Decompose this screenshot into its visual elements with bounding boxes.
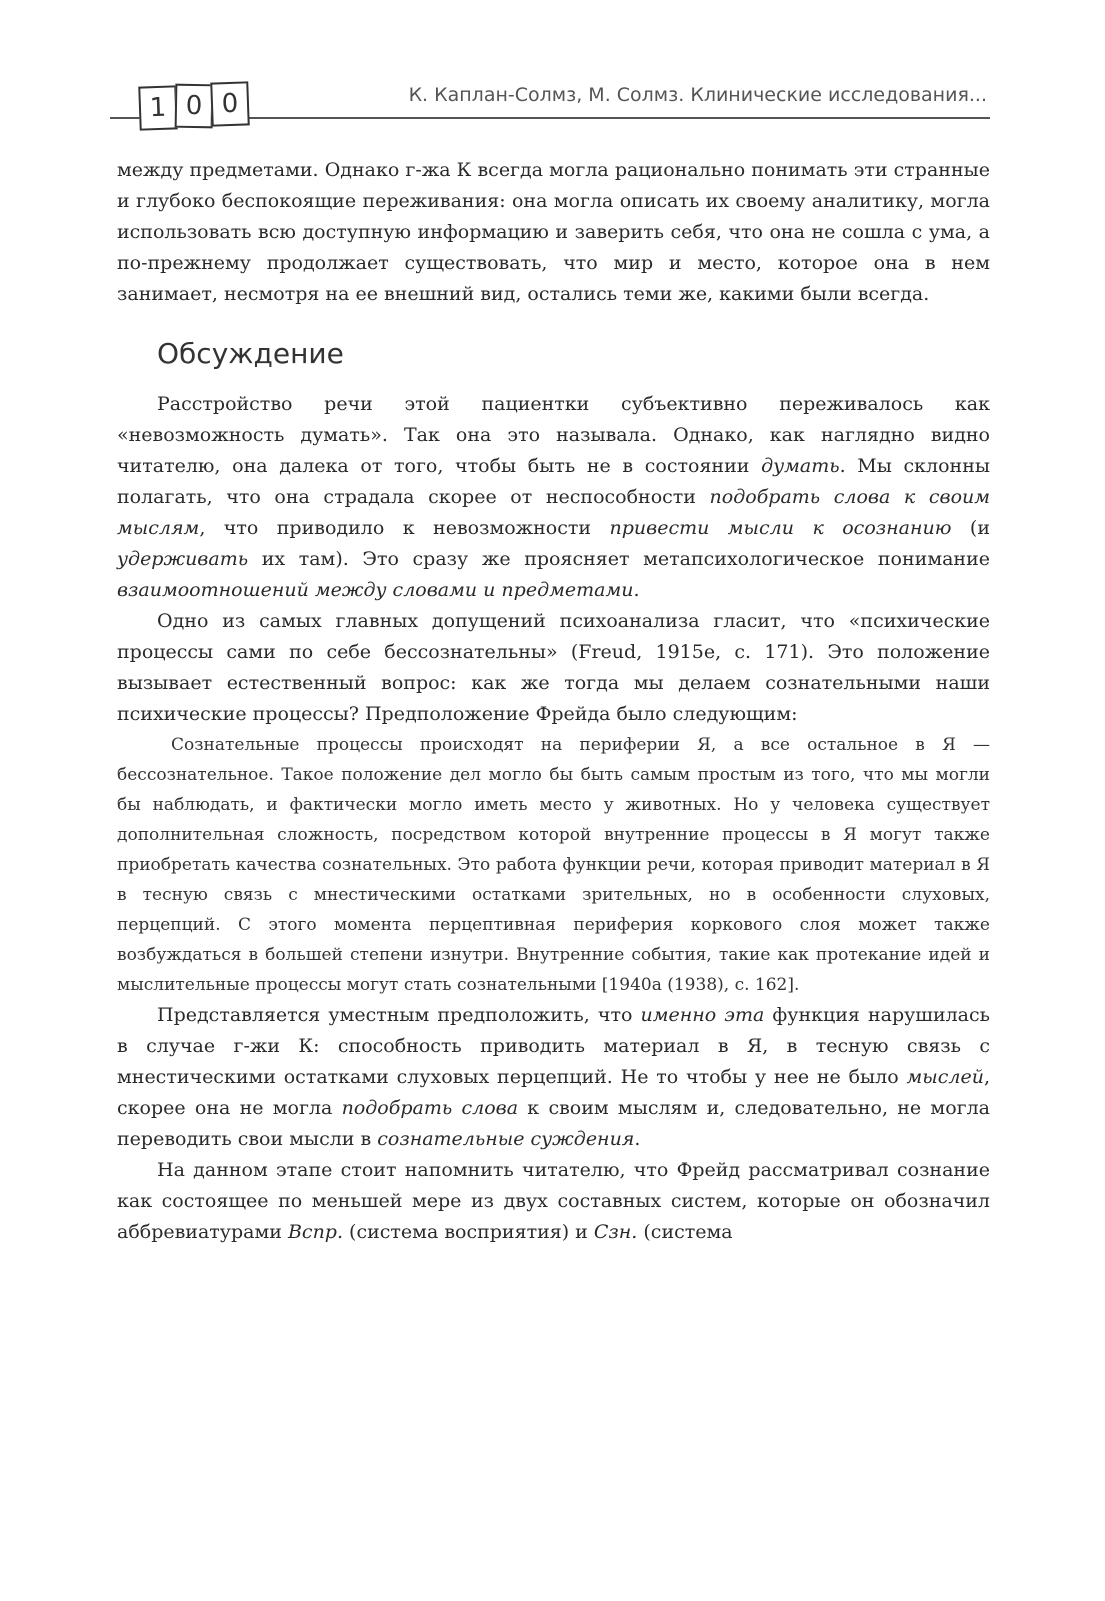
emphasis: именно эта [640,1004,765,1026]
text-run: функция нарушилась в случае г-жи К: способность приводить материал в Я, в тесную связь с мнестическими остатками слуховых перцепций. Не то чтобы у нее не было [117,1004,990,1088]
text-run: (система восприятия) и [343,1221,594,1243]
text-run: На данном этапе стоит напомнить читателю, что Фрейд рассматривал сознание как состоящее по меньшей мере из двух составных систем, которые он обозначил аббревиатурами [117,1159,990,1243]
page-number [139,82,247,126]
text-run: (и [951,517,990,539]
text-run: Представляется уместным предположить, что [157,1004,641,1026]
text-run: Расстройство речи этой пациентки субъективно переживалось как «невозможность думать». Так она это называла. Однако, как наглядно видно читателю, она далека от того, чтобы быть не в состоянии [117,393,990,477]
emphasis: думать [761,455,840,477]
paragraph [117,1000,990,1155]
section-heading: Обсуждение [157,337,344,370]
text-run: . Мы склонны полагать, что она страдала скорее от неспособности [117,455,990,508]
emphasis: привести мысли к осознанию [609,517,952,539]
paragraph [117,389,990,606]
running-title: К. Каплан-Солмз, М. Солмз. Клинические исследования... [408,84,987,106]
page-digit: 0 [210,81,250,126]
main-text [117,155,990,1248]
text-run: (система [637,1221,733,1243]
emphasis: подобрать слова к своим мыслям [117,486,990,539]
text-run: , что приводило к невозможности [199,517,610,539]
paragraph: Одно из самых главных допущений психоанализа гласит, что «психические процессы сами по себе бессознательны» (Freud, 1915e, с. 171). Это положение вызывает естественный вопрос: как же тогда мы делаем сознательными наши психические процессы? Предположение Фрейда было следующим: [117,610,990,725]
emphasis: удерживать [117,548,249,570]
text-run: . [633,579,640,601]
text-run: , скорее она не могла [117,1066,990,1119]
text-run: к своим мыслям и, следовательно, не могла переводить свои мысли в [117,1097,990,1150]
text-run: . [634,1128,641,1150]
block-quote: Сознательные процессы происходят на периферии Я, а все остальное в Я — бессознательное. Такое положение дел могло бы быть самым простым из того, что мы могли бы наблюдать, и фактически могло иметь место у животных. Но у человека существует дополнительная сложность, посредством которой внутренние процессы в Я могут также приобретать качества сознательных. Это работа функции речи, которая приводит материал в Я в тесную связь с мнестическими остатками зрительных, но в особенности слуховых, перцепций. С этого момента перцептивная периферия коркового слоя может также возбуждаться в большей степени изнутри. Внутренние события, такие как протекание идей и мыслительные процессы могут стать сознательными [1940a (1938), с. 162]. [117,735,990,995]
page-digit: 0 [175,84,214,129]
paragraph-continuation: между предметами. Однако г-жа К всегда могла рационально понимать эти странные и глубоко беспокоящие переживания: она могла описать их своему аналитику, могла использовать всю доступную информацию и заверить себя, что она не сошла с ума, а по-прежнему продолжает существовать, что мир и место, которое она в нем занимает, несмотря на ее внешний вид, остались теми же, какими были всегда. [117,159,990,305]
text-run: их там). Это сразу же проясняет метапсихологическое понимание [248,548,990,570]
emphasis: подобрать слова [341,1097,519,1119]
emphasis: сознательные суждения [377,1128,635,1150]
paragraph [117,1155,990,1248]
page-digit: 1 [138,85,178,130]
emphasis: Всnр. [287,1221,344,1243]
emphasis: взаимоотношений между словами и предметами [117,579,634,601]
emphasis: Сзн. [593,1221,638,1243]
emphasis: мыслей [906,1066,984,1088]
